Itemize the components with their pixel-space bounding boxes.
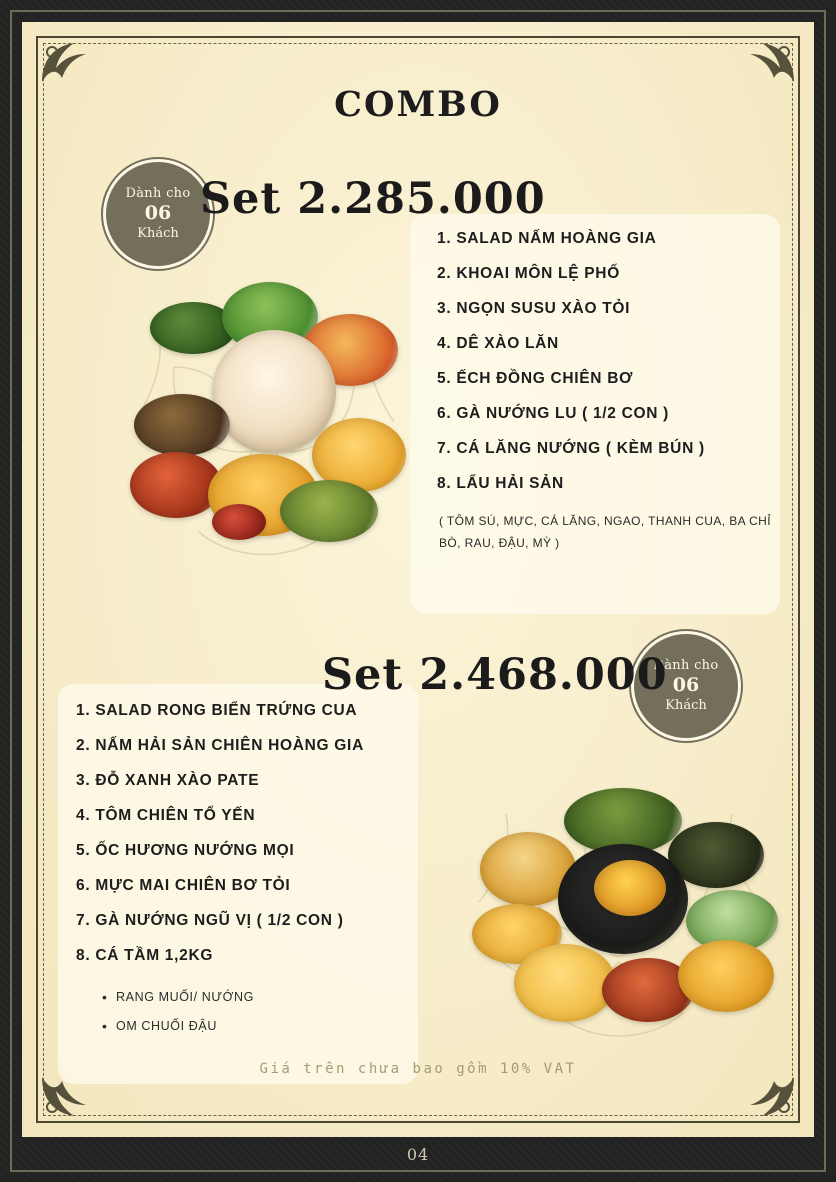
set-1-food-image bbox=[104, 272, 424, 612]
page-number: 04 bbox=[406, 1145, 430, 1164]
food-plate bbox=[514, 944, 616, 1022]
list-item: 4. DÊ XÀO LĂN bbox=[437, 335, 559, 352]
badge-line-1: Dành cho bbox=[653, 657, 719, 673]
list-item: 5. ẾCH ĐỒNG CHIÊN BƠ bbox=[437, 370, 634, 387]
list-item: 1. SALAD RONG BIỂN TRỨNG CUA bbox=[76, 702, 358, 719]
page-title: COMBO bbox=[334, 84, 502, 125]
set-2-price: Set 2.468.000 bbox=[322, 650, 668, 700]
list-item: 5. ỐC HƯƠNG NƯỚNG MỌI bbox=[76, 842, 295, 859]
set-2-sub-list bbox=[100, 990, 416, 1048]
corner-flourish-icon bbox=[740, 1075, 796, 1119]
list-item: 7. GÀ NƯỚNG NGŨ VỊ ( 1/2 CON ) bbox=[76, 912, 344, 929]
set-1-dish-list bbox=[437, 230, 777, 510]
badge-line-3: Khách bbox=[665, 697, 707, 713]
list-item: 8. CÁ TẦM 1,2KG bbox=[76, 947, 214, 964]
list-item: 6. GÀ NƯỚNG LU ( 1/2 CON ) bbox=[437, 405, 670, 422]
set-2-dish-list bbox=[76, 702, 421, 982]
badge-line-2: 06 bbox=[672, 674, 700, 697]
list-item: 7. CÁ LĂNG NƯỚNG ( KÈM BÚN ) bbox=[437, 440, 705, 457]
badge-line-2: 06 bbox=[144, 202, 172, 225]
food-plate bbox=[212, 504, 266, 540]
corner-flourish-icon bbox=[40, 40, 96, 84]
menu-paper bbox=[22, 22, 814, 1137]
list-item: • RANG MUỐI/ NƯỚNG bbox=[116, 990, 416, 1004]
list-item: 3. ĐỖ XANH XÀO PATE bbox=[76, 772, 260, 789]
list-item: 3. NGỌN SUSU XÀO TỎI bbox=[437, 300, 631, 317]
list-item: 2. KHOAI MÔN LỆ PHỐ bbox=[437, 265, 620, 282]
list-item: • OM CHUỐI ĐẬU bbox=[116, 1019, 416, 1033]
badge-line-1: Dành cho bbox=[125, 185, 191, 201]
food-plate bbox=[130, 452, 222, 518]
set-1-serving-badge bbox=[106, 162, 210, 266]
list-item: 6. MỰC MAI CHIÊN BƠ TỎI bbox=[76, 877, 291, 894]
list-item: 4. TÔM CHIÊN TỔ YẾN bbox=[76, 807, 256, 824]
food-plate bbox=[280, 480, 378, 542]
list-item: 2. NẤM HẢI SẢN CHIÊN HOÀNG GIA bbox=[76, 737, 364, 754]
food-plate bbox=[678, 940, 774, 1012]
set-1-note: ( TÔM SÚ, MỰC, CÁ LĂNG, NGAO, THANH CUA, BA CHỈ BÒ, RAU, ĐẬU, MỲ ) bbox=[439, 514, 771, 551]
list-item: 8. LẨU HẢI SẢN bbox=[437, 475, 564, 492]
vat-note: Giá trên chưa bao gồm 10% VAT bbox=[259, 1061, 577, 1077]
food-plate bbox=[134, 394, 230, 456]
set-2-food-image bbox=[454, 782, 784, 1072]
corner-flourish-icon bbox=[740, 40, 796, 84]
badge-line-3: Khách bbox=[137, 225, 179, 241]
set-1-price: Set 2.285.000 bbox=[200, 174, 546, 224]
list-item: 1. SALAD NẤM HOÀNG GIA bbox=[437, 230, 657, 247]
food-plate bbox=[594, 860, 666, 916]
